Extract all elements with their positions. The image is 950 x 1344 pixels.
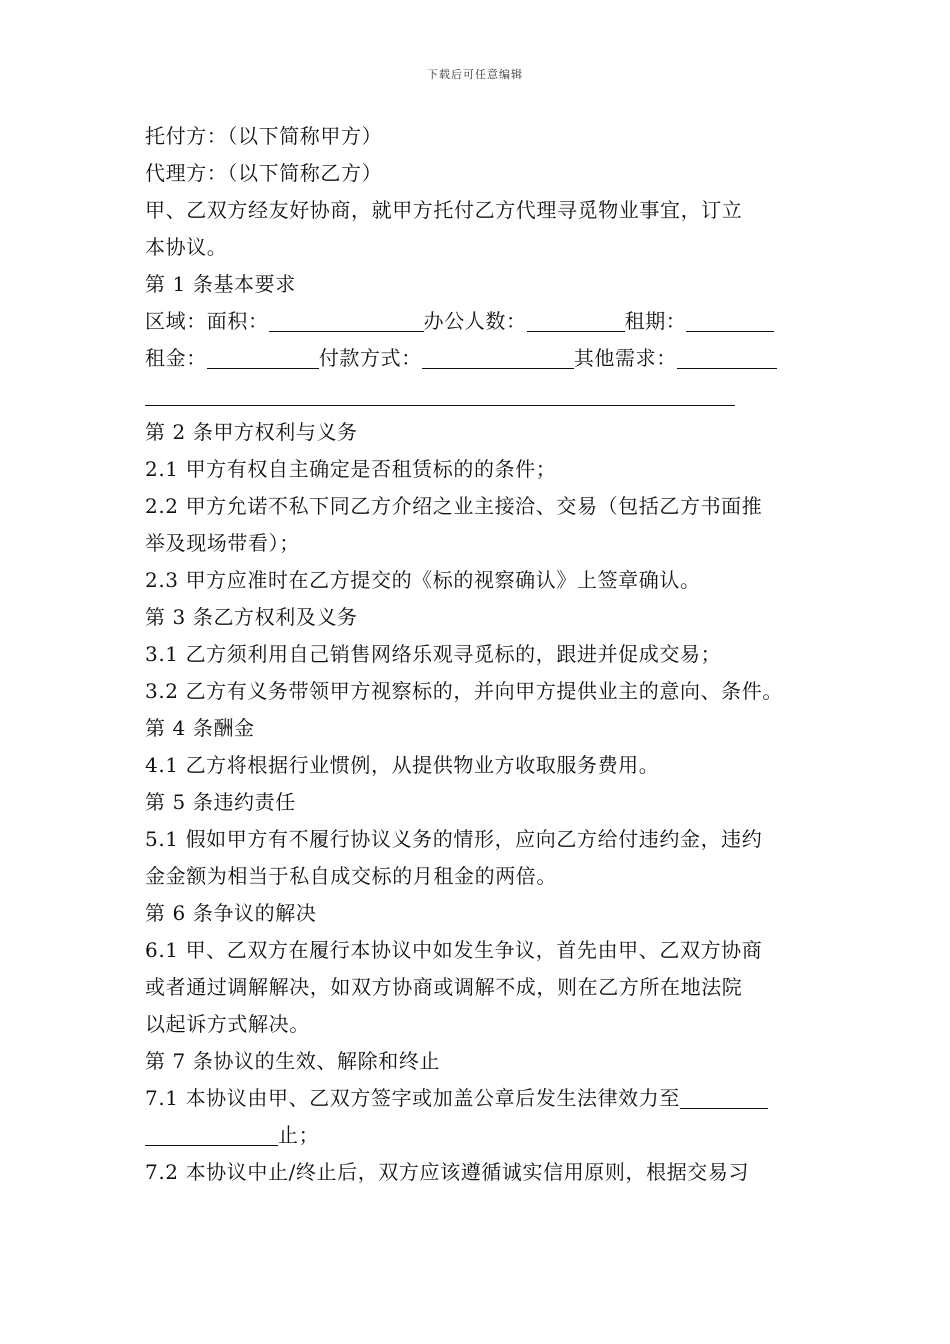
area-blank[interactable] xyxy=(269,309,424,332)
lease-blank[interactable] xyxy=(686,309,774,332)
area-label: 区域：面积： xyxy=(145,309,269,333)
people-label: 办公人数： xyxy=(423,309,527,333)
article-2-heading: 第 2 条甲方权利与义务 xyxy=(145,420,358,444)
payment-label: 付款方式： xyxy=(318,346,422,370)
party-a-line: 托付方：（以下简称甲方） xyxy=(145,124,383,148)
clause-5-1-line-1: 5.1 假如甲方有不履行协议义务的情形，应向乙方给付违约金，违约 xyxy=(145,827,763,851)
clause-2-2-line-2: 举及现场带看）； xyxy=(145,531,300,555)
article-7-heading: 第 7 条协议的生效、解除和终止 xyxy=(145,1049,441,1073)
rent-blank[interactable] xyxy=(207,346,319,369)
article-4-heading: 第 4 条酬金 xyxy=(145,716,255,740)
clause-2-1: 2.1 甲方有权自主确定是否租赁标的的条件； xyxy=(145,457,557,481)
clause-7-1-suffix: 止； xyxy=(278,1123,320,1147)
form-row-3 xyxy=(145,377,815,414)
clause-7-1-text: 7.1 本协议由甲、乙双方签字或加盖公章后发生法律效力至 xyxy=(145,1086,680,1110)
page-header: 下载后可任意编辑 xyxy=(427,68,523,81)
lease-label: 租期： xyxy=(624,309,687,333)
form-row-2 xyxy=(145,340,815,377)
effective-until-blank[interactable] xyxy=(680,1086,768,1109)
clause-2-3: 2.3 甲方应准时在乙方提交的《标的视察确认》上签章确认。 xyxy=(145,568,701,592)
clause-7-1-line-1 xyxy=(145,1080,815,1117)
clause-7-1-line-2 xyxy=(145,1117,815,1154)
people-blank[interactable] xyxy=(527,309,625,332)
article-5-heading: 第 5 条违约责任 xyxy=(145,790,296,814)
effective-until-blank-continued[interactable] xyxy=(145,1123,278,1146)
clause-3-2: 3.2 乙方有义务带领甲方视察标的，并向甲方提供业主的意向、条件。 xyxy=(145,679,783,703)
form-row-1 xyxy=(145,303,815,340)
article-6-heading: 第 6 条争议的解决 xyxy=(145,901,317,925)
payment-blank[interactable] xyxy=(422,346,574,369)
clause-6-1-line-3: 以起诉方式解决。 xyxy=(145,1012,310,1036)
contract-body xyxy=(145,118,815,1191)
clause-5-1-line-2: 金金额为相当于私自成交标的月租金的两倍。 xyxy=(145,864,557,888)
preamble-line-2: 本协议。 xyxy=(145,235,228,259)
preamble-line-1: 甲、乙双方经友好协商，就甲方托付乙方代理寻觅物业事宜，订立 xyxy=(145,198,743,222)
other-label: 其他需求： xyxy=(573,346,677,370)
clause-6-1-line-2: 或者通过调解解决，如双方协商或调解不成，则在乙方所在地法院 xyxy=(145,975,743,999)
other-blank[interactable] xyxy=(677,346,777,369)
clause-7-2-line-1: 7.2 本协议中止/终止后，双方应该遵循诚实信用原则，根据交易习 xyxy=(145,1160,750,1184)
article-1-heading: 第 1 条基本要求 xyxy=(145,272,296,296)
article-3-heading: 第 3 条乙方权利及义务 xyxy=(145,605,358,629)
rent-label: 租金： xyxy=(145,346,207,370)
clause-2-2-line-1: 2.2 甲方允诺不私下同乙方介绍之业主接洽、交易（包括乙方书面推 xyxy=(145,494,763,518)
other-blank-continued[interactable] xyxy=(145,405,735,406)
clause-4-1: 4.1 乙方将根据行业惯例，从提供物业方收取服务费用。 xyxy=(145,753,660,777)
party-b-line: 代理方：（以下简称乙方） xyxy=(145,161,383,185)
clause-6-1-line-1: 6.1 甲、乙双方在履行本协议中如发生争议，首先由甲、乙双方协商 xyxy=(145,938,763,962)
clause-3-1: 3.1 乙方须利用自己销售网络乐观寻觅标的，跟进并促成交易； xyxy=(145,642,722,666)
